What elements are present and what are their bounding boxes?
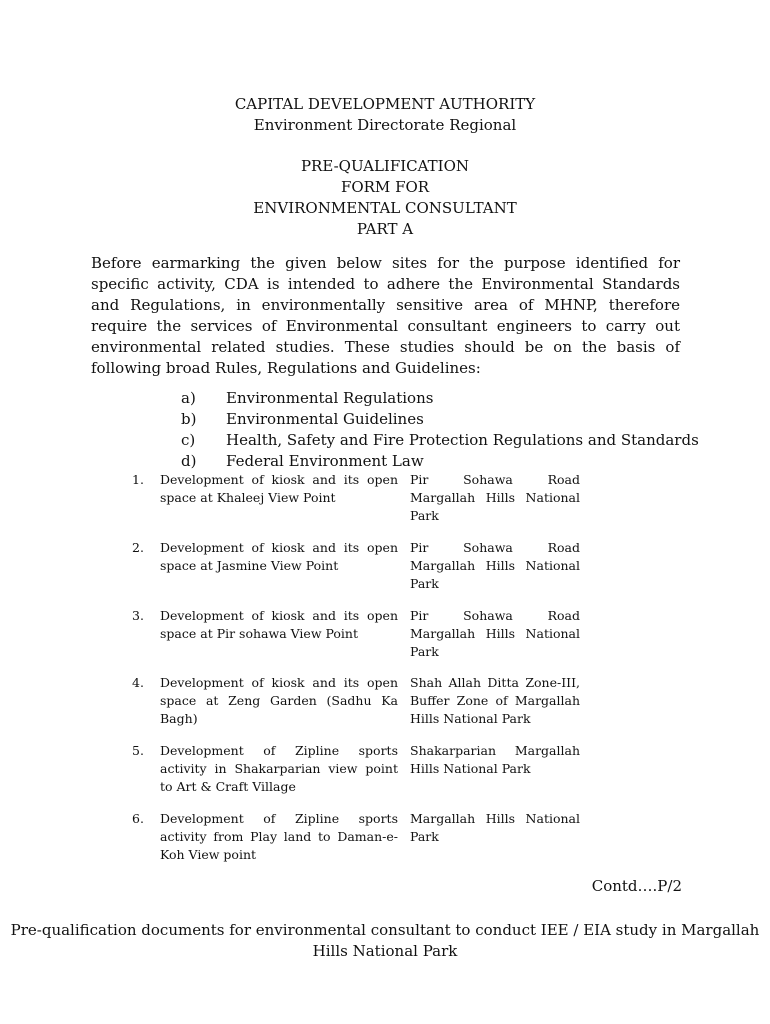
header xyxy=(0,94,770,136)
guidelines-list xyxy=(181,388,699,472)
site-description: Development of Zipline sports activity in Shakarparian view point to Art & Craft Village xyxy=(160,743,398,794)
org-name: CAPITAL DEVELOPMENT AUTHORITY xyxy=(234,95,536,113)
list-text: Environmental Regulations xyxy=(226,389,434,407)
directorate-name: Environment Directorate Regional xyxy=(253,116,517,134)
site-description: Development of kiosk and its open space at Khaleej View Point xyxy=(160,472,398,505)
list-text: Federal Environment Law xyxy=(226,452,424,470)
list-item xyxy=(181,388,699,409)
list-text: Environmental Guidelines xyxy=(226,410,424,428)
list-marker: b) xyxy=(181,410,197,428)
site-description: Development of kiosk and its open space at Jasmine View Point xyxy=(160,540,398,573)
table-row xyxy=(120,674,580,742)
site-description: Development of Zipline sports activity from Play land to Daman-e-Koh View point xyxy=(160,811,398,862)
site-number: 5. xyxy=(132,743,144,758)
site-description: Development of kiosk and its open space at Pir sohawa View Point xyxy=(160,608,398,641)
site-location: Pir Sohawa Road Margallah Hills National Park xyxy=(410,540,580,591)
site-location: Pir Sohawa Road Margallah Hills National Park xyxy=(410,472,580,523)
list-marker: d) xyxy=(181,452,197,470)
table-row xyxy=(120,742,580,810)
page-footer: Pre-qualification documents for environmental consultant to conduct IEE / EIA study in Margallah Hills National Park xyxy=(10,921,760,960)
site-location: Shah Allah Ditta Zone-III, Buffer Zone of Margallah Hills National Park xyxy=(410,675,580,726)
list-text: Health, Safety and Fire Protection Regulations and Standards xyxy=(226,431,699,449)
sites-table xyxy=(120,471,580,870)
continued-marker: Contd….P/2 xyxy=(591,877,682,895)
table-row xyxy=(120,810,580,870)
list-marker: a) xyxy=(181,389,196,407)
site-location: Pir Sohawa Road Margallah Hills National Park xyxy=(410,608,580,659)
site-number: 2. xyxy=(132,540,144,555)
list-marker: c) xyxy=(181,431,196,449)
site-number: 4. xyxy=(132,675,144,690)
list-item xyxy=(181,430,699,451)
site-number: 1. xyxy=(132,472,144,487)
form-title-line-1: PRE-QUALIFICATION xyxy=(300,157,470,175)
list-item xyxy=(181,451,699,472)
form-title-line-3: ENVIRONMENTAL CONSULTANT xyxy=(253,199,517,217)
site-number: 3. xyxy=(132,608,144,623)
site-location: Margallah Hills National Park xyxy=(410,811,580,844)
site-number: 6. xyxy=(132,811,144,826)
table-row xyxy=(120,539,580,607)
site-location: Shakarparian Margallah Hills National Park xyxy=(410,743,580,776)
form-title xyxy=(0,156,770,240)
site-description: Development of kiosk and its open space at Zeng Garden (Sadhu Ka Bagh) xyxy=(160,675,398,726)
form-title-line-4: PART A xyxy=(356,220,414,238)
list-item xyxy=(181,409,699,430)
intro-paragraph: Before earmarking the given below sites for the purpose identified for specific activity, CDA is intended to adhere the Environmental Standards and Regulations, in environmentally sensitive area of MHNP, therefore require the services of Environmental consultant engineers to carry out environmental related studies. These studies should be on the basis of following broad Rules, Regulations and Guidelines: xyxy=(91,254,680,377)
form-title-line-2: FORM FOR xyxy=(340,178,430,196)
table-row xyxy=(120,607,580,674)
table-row xyxy=(120,471,580,539)
